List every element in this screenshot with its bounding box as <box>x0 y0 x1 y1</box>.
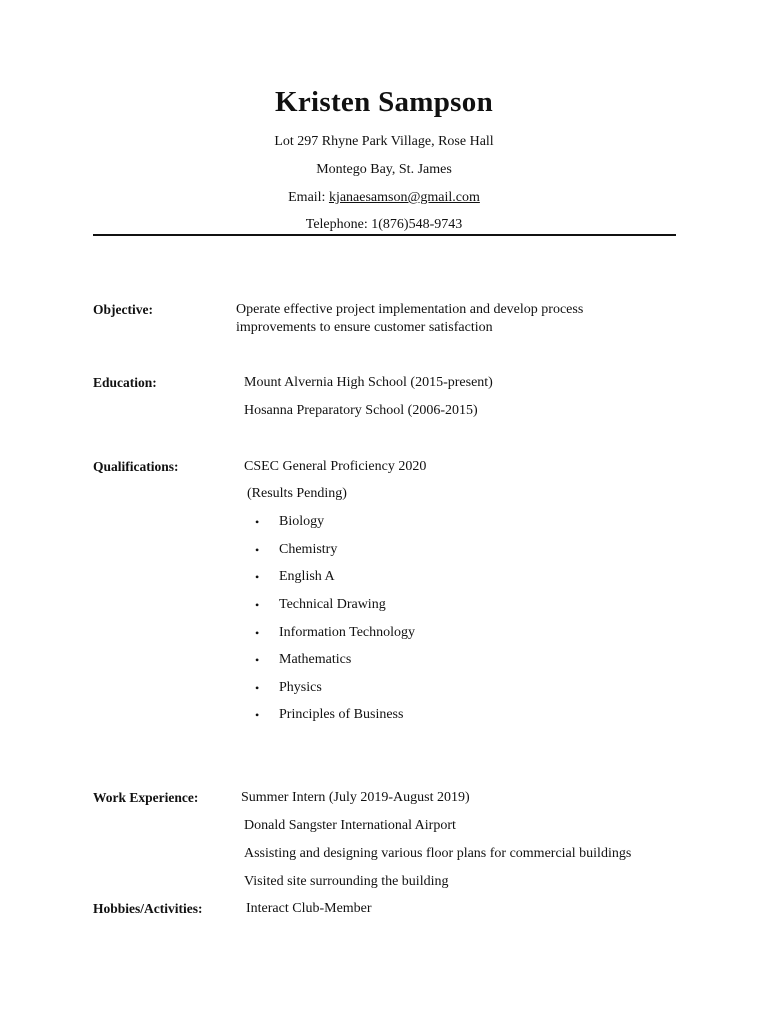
education-school-1: Mount Alvernia High School (2015-present) <box>244 375 493 390</box>
subject-item: Chemistry <box>279 542 338 557</box>
header-divider <box>93 234 676 236</box>
bullet-icon: • <box>255 708 260 722</box>
work-experience-label: Work Experience: <box>93 790 199 805</box>
resume-name: Kristen Sampson <box>274 86 493 118</box>
address-line-1: Lot 297 Rhyne Park Village, Rose Hall <box>274 134 494 149</box>
work-experience-line-1: Summer Intern (July 2019-August 2019) <box>241 790 470 805</box>
address-line-2: Montego Bay, St. James <box>316 162 452 177</box>
qualifications-title: CSEC General Proficiency 2020 <box>244 459 427 474</box>
objective-label: Objective: <box>93 302 153 317</box>
education-label: Education: <box>93 375 157 390</box>
hobbies-label: Hobbies/Activities: <box>93 901 203 916</box>
work-experience-line-3: Assisting and designing various floor plans for commercial buildings <box>244 846 632 861</box>
email-link[interactable]: kjanaesamson@gmail.com <box>328 190 480 205</box>
objective-text-line-1: Operate effective project implementation and develop process <box>236 302 584 317</box>
work-experience-line-2: Donald Sangster International Airport <box>244 818 456 833</box>
subject-item: Technical Drawing <box>279 597 386 612</box>
subject-item: Principles of Business <box>279 707 404 722</box>
qualifications-note: (Results Pending) <box>247 486 347 501</box>
bullet-icon: • <box>255 598 260 612</box>
subject-item: Information Technology <box>279 625 416 640</box>
email-line <box>0 190 768 206</box>
bullet-icon: • <box>255 515 260 529</box>
telephone-line: Telephone: 1(876)548-9743 <box>305 217 463 232</box>
bullet-icon: • <box>255 570 260 584</box>
education-school-2: Hosanna Preparatory School (2006-2015) <box>244 403 478 418</box>
work-experience-line-4: Visited site surrounding the building <box>244 874 449 889</box>
subject-item: Biology <box>279 514 325 529</box>
bullet-icon: • <box>255 626 260 640</box>
objective-text-line-2: improvements to ensure customer satisfaction <box>236 320 493 335</box>
subject-item: Physics <box>279 680 322 695</box>
email-prefix: Email: <box>288 190 329 205</box>
hobbies-item: Interact Club-Member <box>246 901 372 916</box>
subject-item: English A <box>279 569 335 584</box>
bullet-icon: • <box>255 543 260 557</box>
bullet-icon: • <box>255 681 260 695</box>
qualifications-label: Qualifications: <box>93 459 179 474</box>
bullet-icon: • <box>255 653 260 667</box>
subject-item: Mathematics <box>279 652 352 667</box>
